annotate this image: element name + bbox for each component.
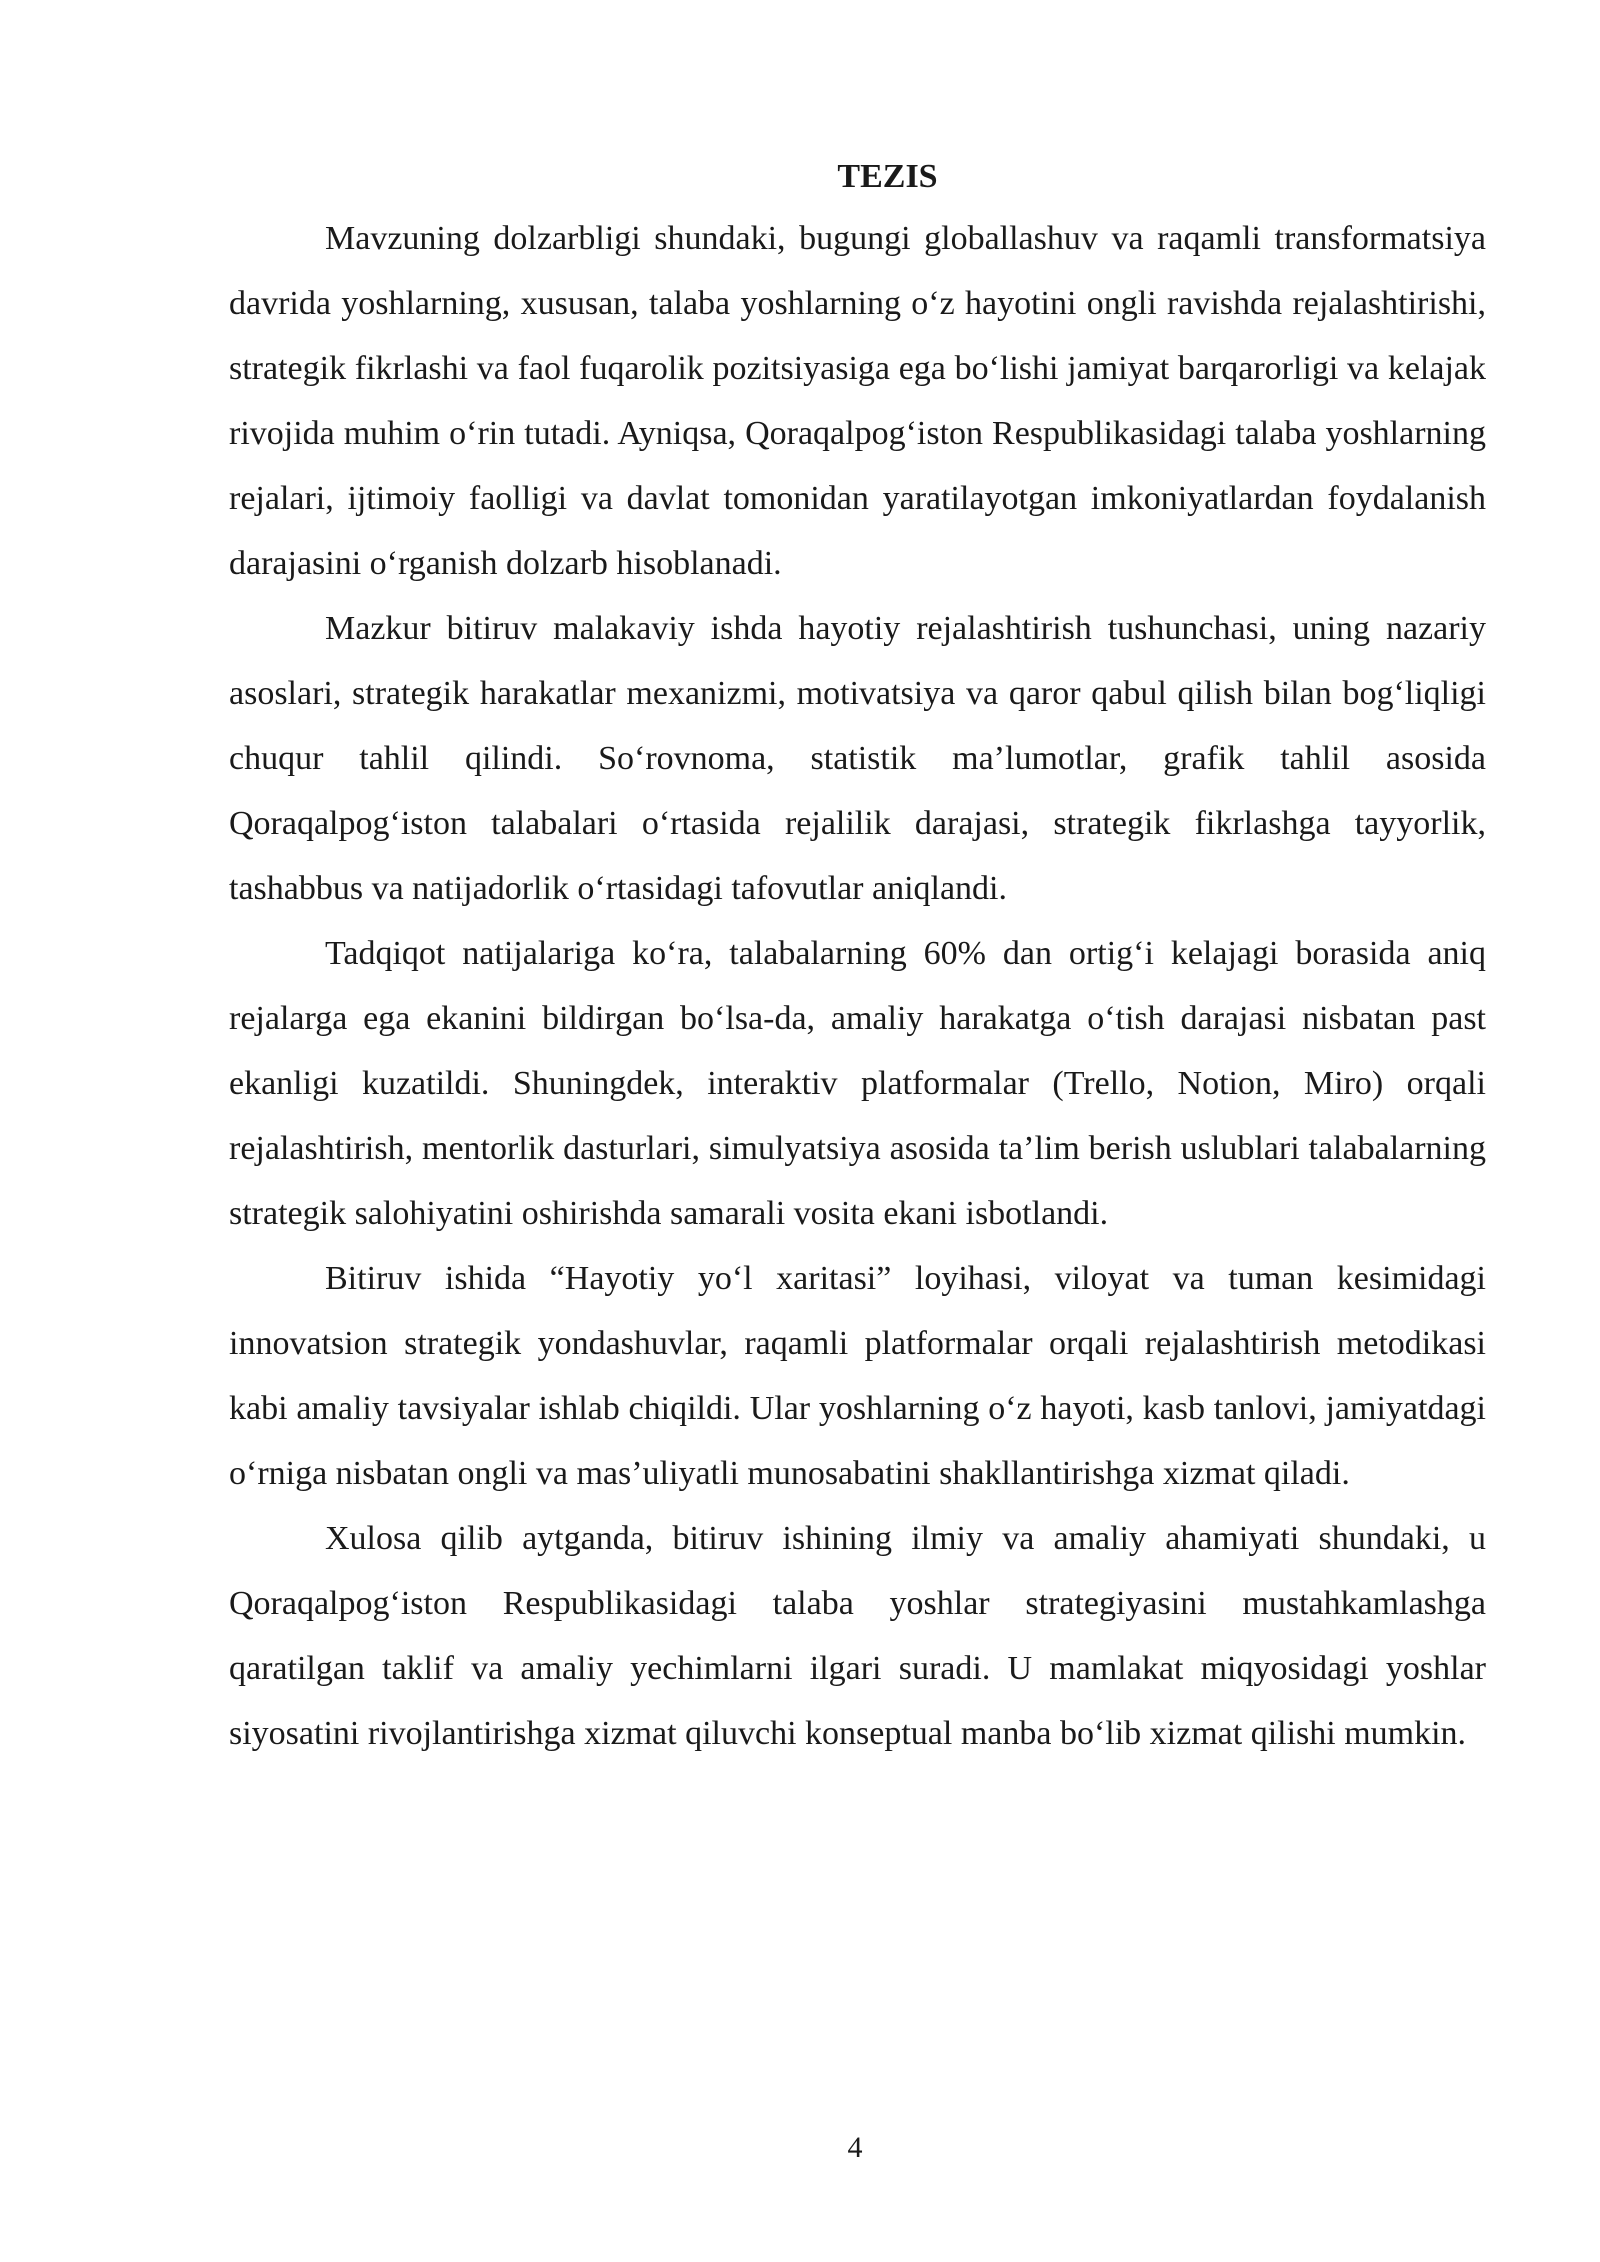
paragraph-relevance: Mavzuning dolzarbligi shundaki, bugungi globallashuv va raqamli transformatsiya davrida yoshlarning, xususan, talaba yoshlarning o‘z hayotini ongli ravishda rejalashtirishi, strategik fikrlashi va faol fuqarolik pozitsiyasiga ega bo‘lishi jamiyat barqarorligi va kelajak rivojida muhim o‘rin tutadi. Ayniqsa, Qoraqalpog‘iston Respublikasidagi talaba yoshlarning rejalari, ijtimoiy faolligi va davlat tomonidan yaratilayotgan imkoniyatlardan foydalanish darajasini o‘rganish dolzarb hisoblanadi. (229, 220, 1486, 582)
paragraph-findings: Tadqiqot natijalariga ko‘ra, talabalarning 60% dan ortig‘i kelajagi borasida aniq rejalarga ega ekanini bildirgan bo‘lsa-da, amaliy harakatga o‘tish darajasi nisbatan past ekanligi kuzatildi. Shuningdek, interaktiv platformalar (Trello, Notion, Miro) orqali rejalashtirish, mentorlik dasturlari, simulyatsiya asosida ta’lim berish uslublari talabalarning strategik salohiyatini oshirishda samarali vosita ekani isbotlandi. (229, 935, 1486, 1232)
paragraph-research-scope: Mazkur bitiruv malakaviy ishda hayotiy rejalashtirish tushunchasi, uning nazariy asoslari, strategik harakatlar mexanizmi, motivatsiya va qaror qabul qilish bilan bog‘liqligi chuqur tahlil qilindi. So‘rovnoma, statistik ma’lumotlar, grafik tahlil asosida Qoraqalpog‘iston talabalari o‘rtasida rejalilik darajasi, strategik fikrlashga tayyorlik, tashabbus va natijadorlik o‘rtasidagi tafovutlar aniqlandi. (229, 610, 1486, 907)
paragraph-conclusion: Xulosa qilib aytganda, bitiruv ishining ilmiy va amaliy ahamiyati shundaki, u Qoraqalpog‘iston Respublikasidagi talaba yoshlar strategiyasini mustahkamlashga qaratilgan taklif va amaliy yechimlarni ilgari suradi. U mamlakat miqyosidagi yoshlar siyosatini rivojlantirishga xizmat qiluvchi konseptual manba bo‘lib xizmat qilishi mumkin. (229, 1520, 1486, 1752)
document-title: TEZIS (837, 158, 938, 195)
paragraph-recommendations: Bitiruv ishida “Hayotiy yo‘l xaritasi” loyihasi, viloyat va tuman kesimidagi innovatsion strategik yondashuvlar, raqamli platformalar orqali rejalashtirish metodikasi kabi amaliy tavsiyalar ishlab chiqildi. Ular yoshlarning o‘z hayoti, kasb tanlovi, jamiyatdagi o‘rniga nisbatan ongli va mas’uliyatli munosabatini shakllantirishga xizmat qiladi. (229, 1260, 1486, 1492)
page-number: 4 (847, 2131, 863, 2164)
page-content (229, 148, 1486, 1766)
